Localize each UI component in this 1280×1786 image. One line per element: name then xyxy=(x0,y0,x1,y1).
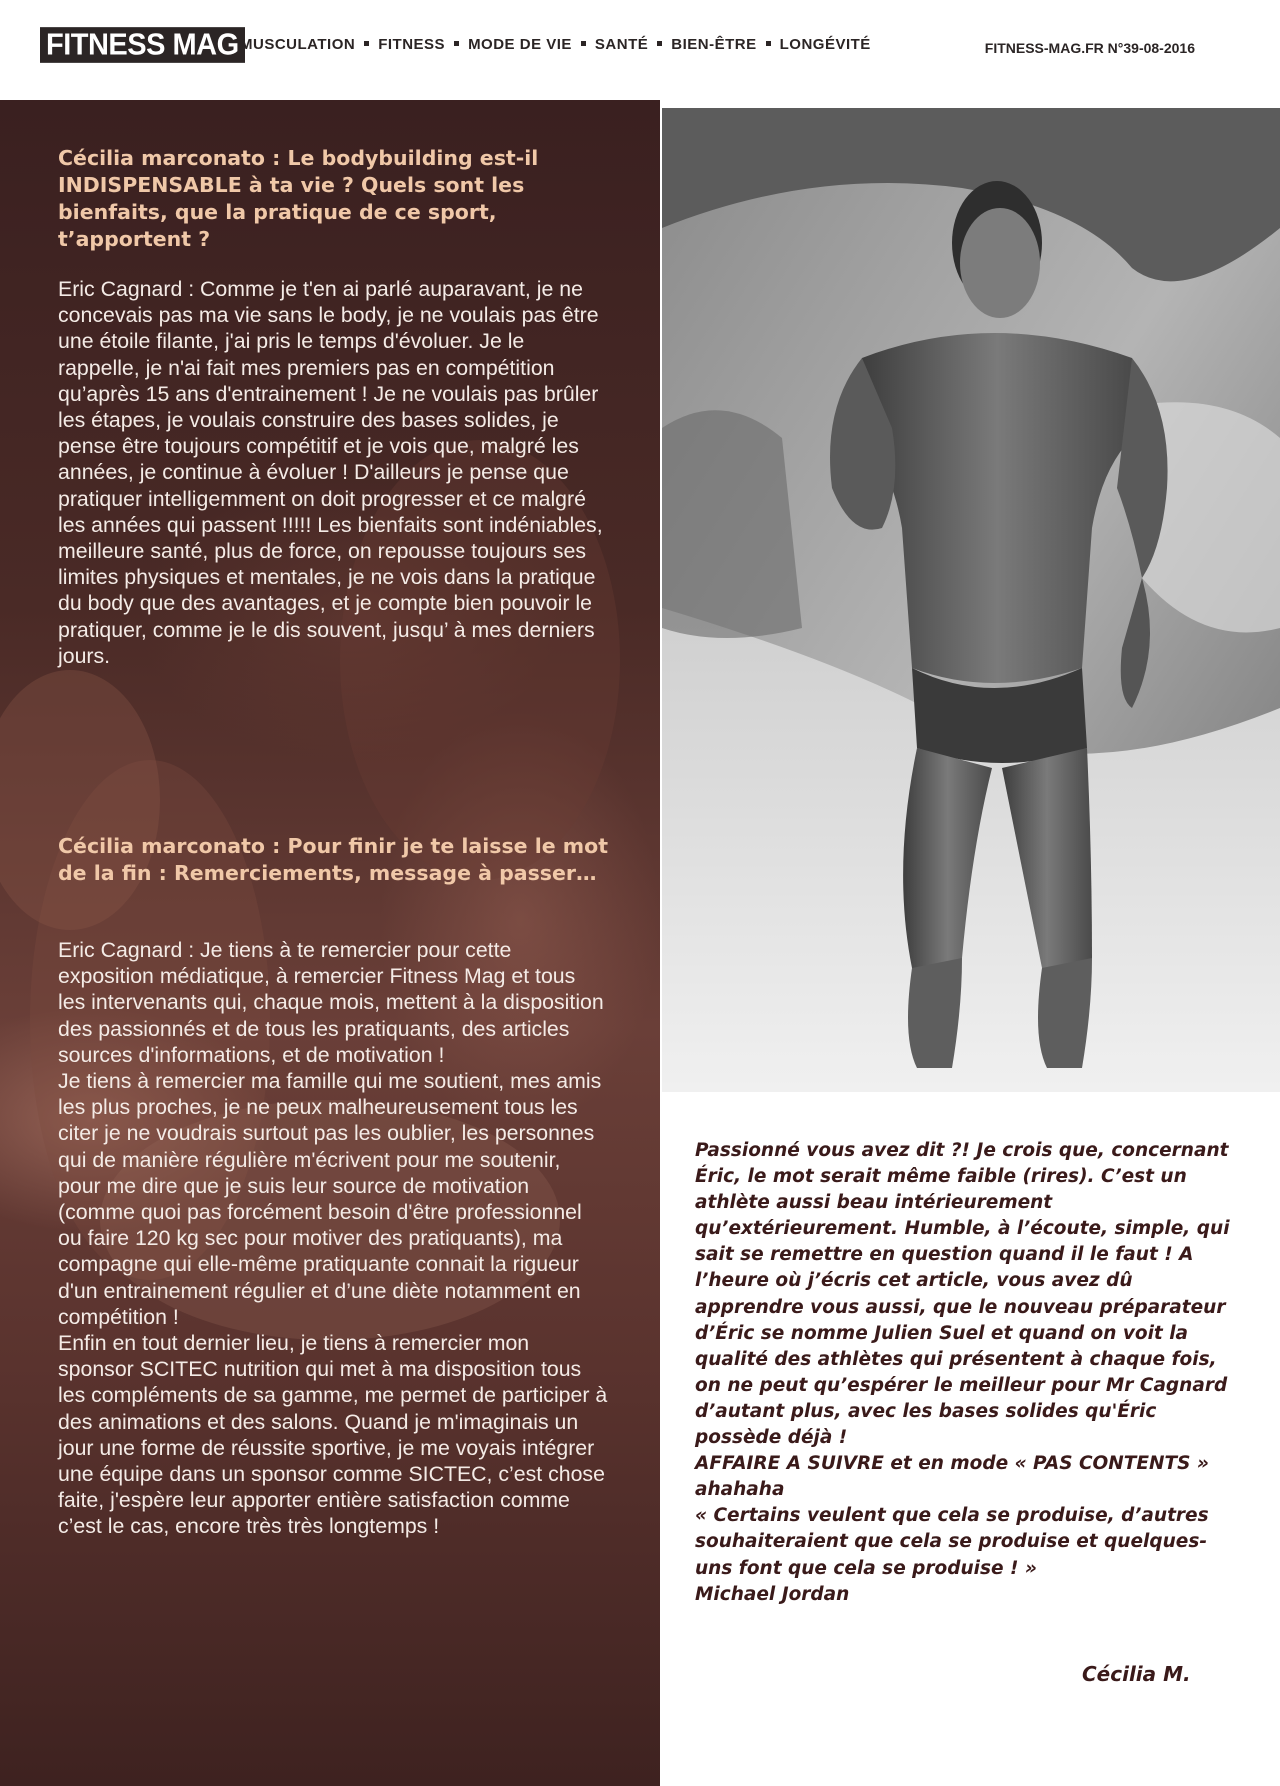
page-header xyxy=(0,0,1280,100)
question-2: Cécilia marconato : Pour finir je te laisse le mot de la fin : Remerciements, message à passer… xyxy=(58,834,609,885)
answer-2: Eric Cagnard : Je tiens à te remercier pour cette exposition médiatique, à remercier Fitness Mag et tous les intervenants qui, chaque mois, mettent à la disposition des passionnés et de tous les pratiquants, des articles sources d'informations, et de motivation ! Je tiens à remercier ma famille qui me soutient, mes amis les plus proches, je ne peux malheureusement tous les citer je ne voudrais surtout pas les oublier, les personnes qui de manière régulière m'écrivent pour me soutenir, pour me dire que je suis leur source de motivation (comme quoi pas forcément besoin d'être professionnel ou faire 120 kg sec pour motiver des pratiquants), ma compagne qui elle-même pratiquante connait la rigueur d'un entrainement régulier et d’une diète notamment en compétition ! Enfin en tout dernier lieu, je tiens à remercier mon sponsor SCITEC nutrition qui met à ma disposition tous les compléments de sa gamme, me permet de participer à des animations et des salons. Quand je m'imaginais un jour une forme de réussite sportive, je me voyais intégrer une équipe dans un sponsor comme SICTEC, c’est chose faite, j'espère leur apporter entière satisfaction comme c’est le cas, encore très très longtemps ! xyxy=(58,938,608,1539)
issue-number: FITNESS-MAG.FR N°39-08-2016 xyxy=(984,40,1195,56)
nav-separator xyxy=(581,41,586,46)
section-nav xyxy=(240,36,871,53)
nav-separator xyxy=(364,41,369,46)
magazine-logo: FITNESS MAG xyxy=(40,27,245,63)
author-signature: Cécilia M. xyxy=(1082,1662,1191,1686)
athlete-photo xyxy=(662,108,1280,1092)
athlete-photo-image xyxy=(662,108,1280,1092)
nav-item-musculation[interactable]: MUSCULATION xyxy=(240,36,356,53)
question-1: Cécilia marconato : Le bodybuilding est-il INDISPENSABLE à ta vie ? Quels sont les bienfaits, que la pratique de ce sport, t’apportent ? xyxy=(58,146,539,251)
nav-item-sante[interactable]: SANTÉ xyxy=(594,36,649,53)
interview-panel xyxy=(0,100,660,1786)
nav-item-mode-de-vie[interactable]: MODE DE VIE xyxy=(468,36,572,53)
nav-separator xyxy=(766,41,771,46)
closing-comment: Passionné vous avez dit ?! Je crois que, concernant Éric, le mot serait même faible (rires). C’est un athlète aussi beau intérieurement qu’extérieurement. Humble, à l’écoute, simple, qui sait se remettre en question quand il le faut ! A l’heure où j’écris cet article, vous avez dû apprendre vous aussi, que le nouveau préparateur d’Éric se nomme Julien Suel et quand on voit la qualité des athlètes qui présentent à chaque fois, on ne peut qu’espérer le meilleur pour Mr Cagnard d’autant plus, avec les bases solides qu'Éric possède déjà ! AFFAIRE A SUIVRE et en mode « PAS CONTENTS » ahahaha « Certains veulent que cela se produise, d’autres souhaiteraient que cela se produise et quelques-uns font que cela se produise ! » Michael Jordan xyxy=(695,1140,1230,1605)
nav-separator xyxy=(454,41,459,46)
nav-item-bien-etre[interactable]: BIEN-ÊTRE xyxy=(671,36,757,53)
nav-item-longevite[interactable]: LONGÉVITÉ xyxy=(779,36,871,53)
answer-1: Eric Cagnard : Comme je t'en ai parlé auparavant, je ne concevais pas ma vie sans le body, je ne voulais pas être une étoile filante, j'ai pris le temps d'évoluer. Je le rappelle, je n'ai fait mes premiers pas en compétition qu’après 15 ans d'entrainement ! Je ne voulais pas brûler les étapes, je voulais construire des bases solides, je pense être toujours compétitif et je vois que, malgré les années, je continue à évoluer ! D'ailleurs je pense que pratiquer intelligemment on doit progresser et ce malgré les années qui passent !!!!! Les bienfaits sont indéniables, meilleure santé, plus de force, on repousse toujours ses limites physiques et mentales, je ne vois dans la pratique du body que des avantages, et je compte bien pouvoir le pratiquer, comme je le dis souvent, jusqu’ à mes derniers jours. xyxy=(58,277,603,668)
nav-item-fitness[interactable]: FITNESS xyxy=(378,36,446,53)
nav-separator xyxy=(657,41,662,46)
